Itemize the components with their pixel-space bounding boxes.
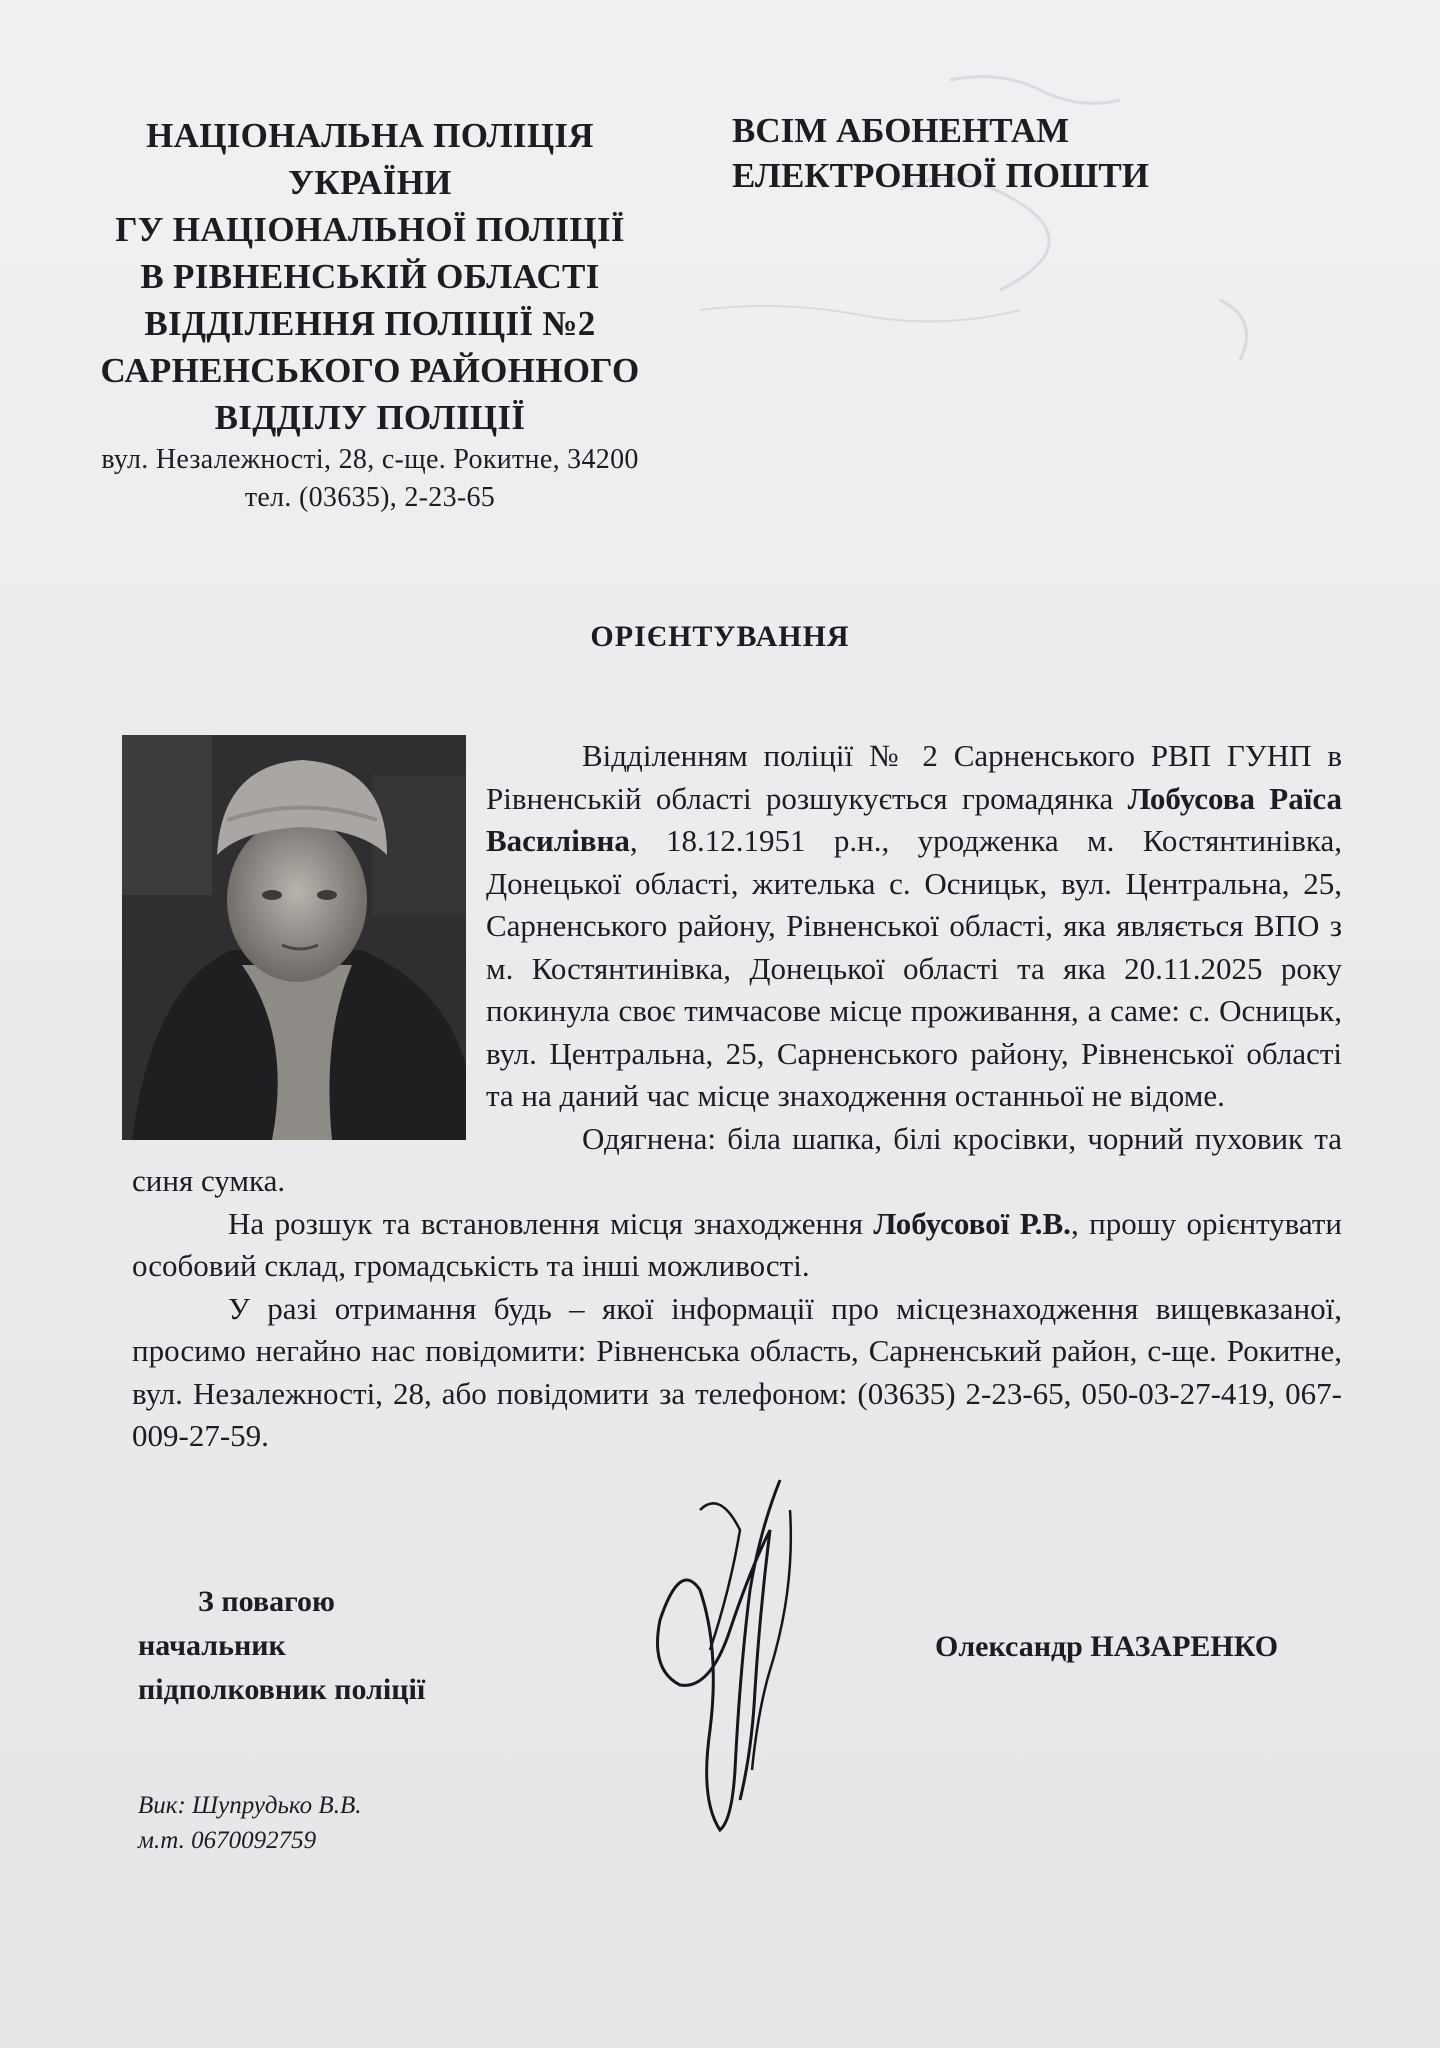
paragraph-contact: У разі отримання будь – якої інформації про місцезнаходження вищевказаної, просимо негайно нас повідомити: Рівненська область, Сарненський район, с-ще. Рокитне, вул. Незалежності, 28, або повідомити за телефоном: (03635) 2-23-65, 050-03-27-419, 067-009-27-59. [132,1290,1342,1453]
sender-phone: тел. (03635), 2-23-65 [244,482,496,513]
sender-line: САРНЕНСЬКОГО РАЙОННОГО [100,351,640,390]
missing-person-short-name: Лобусової Р.В. [873,1205,1071,1241]
sender-address: вул. Незалежності, 28, с-ще. Рокитне, 34200 [101,444,639,475]
signatory-position: начальник [138,1629,286,1662]
sender-line: НАЦІОНАЛЬНА ПОЛІЦІЯ [146,116,594,155]
executor-name: Вик: Шупрудько В.В. [138,1792,362,1819]
document-body [132,735,1342,1458]
paragraph-request: На розшук та встановлення місця знаходження Лобусової Р.В., прошу орієнтувати особовий склад, громадськість та інші можливості. [132,1205,1343,1283]
sender-line: ГУ НАЦІОНАЛЬНОЇ ПОЛІЦІЇ [115,210,625,249]
signatory-title-block [138,1580,425,1712]
recipient-block [732,108,1212,198]
recipient-line: ВСІМ АБОНЕНТАМ [732,111,1070,150]
sender-line: УКРАЇНИ [288,163,452,202]
paragraph-clothing: Одягнена: біла шапка, білі кросівки, чорний пуховик та синя сумка. [132,1120,1342,1198]
recipient-line: ЕЛЕКТРОННОЇ ПОШТИ [732,156,1149,195]
missing-person-name: Лобусова Раїса Василівна [486,780,1342,858]
sender-line: ВІДДІЛУ ПОЛІЦІЇ [214,398,526,437]
sender-line: В РІВНЕНСЬКІЙ ОБЛАСТІ [140,257,600,296]
handwritten-signature [640,1470,820,1840]
sender-line: ВІДДІЛЕННЯ ПОЛІЦІЇ №2 [144,304,596,343]
closing-phrase: З повагою [198,1585,335,1618]
signatory-name: Олександр НАЗАРЕНКО [935,1630,1279,1663]
sender-block [60,112,680,517]
executor-block [138,1788,361,1858]
executor-phone: м.т. 0670092759 [138,1827,317,1854]
paragraph-search-notice: Відділенням поліції № 2 Сарненського РВП ГУНП в Рівненській області розшукується громадянка Лобусова Раїса Василівна, 18.12.1951 р.н., уродженка м. Костянтинівка, Донецької області, жителька с. Осницьк, вул. Центральна, 25, Сарненського району, Рівненської області, яка являється ВПО з м. Костянтинівка, Донецької області та яка 20.11.2025 року покинула своє тимчасове місце проживання, а саме: с. Осницьк, вул. Центральна, 25, Сарненського району, Рівненської області та на даний час місце знаходження останньої не відоме. [486,738,1342,1113]
signatory-rank: підполковник поліції [138,1673,426,1706]
document-title: ОРІЄНТУВАННЯ [590,620,850,653]
